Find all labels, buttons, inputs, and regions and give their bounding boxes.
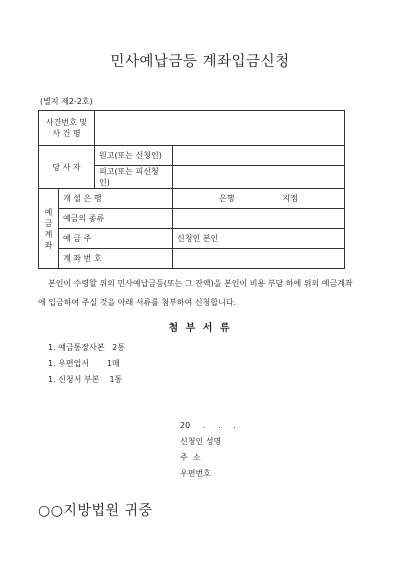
bank-value-cell[interactable] xyxy=(173,189,345,209)
attachments-list xyxy=(48,340,125,388)
attachment-item: 1. 예금통장사본 2통 xyxy=(48,343,125,352)
deposit-type-value-cell[interactable] xyxy=(173,209,345,229)
postal-code-line: 우편번호 xyxy=(180,469,211,478)
account-holder-label: 예 금 주 xyxy=(59,229,173,249)
bank-value: 은행 xyxy=(219,194,235,203)
form-number: (별지 제2-2호) xyxy=(40,97,93,106)
signature-block xyxy=(180,418,236,482)
party-label: 당 사 자 xyxy=(39,146,95,189)
applicant-name-line: 신청인 성명 xyxy=(180,437,222,446)
account-holder-value: 신청인 본인 xyxy=(173,229,345,249)
attachment-item: 1. 우편업서 1매 xyxy=(48,359,120,368)
deposit-type-label: 예금의 종류 xyxy=(59,209,173,229)
case-value-cell[interactable] xyxy=(95,111,345,146)
attachments-title: 첨 부 서 류 xyxy=(168,323,232,334)
bank-label: 개 설 은 행 xyxy=(59,189,173,209)
court-addressee: ○○지방법원 귀중 xyxy=(38,503,153,519)
attachment-item: 1. 신청서 부본 1통 xyxy=(48,375,123,384)
account-number-value-cell[interactable] xyxy=(173,249,345,269)
request-paragraph: 본인이 수령할 위의 민사예납금등(또는 그 잔액)을 본인이 비용 부담 하에 위의 예금계좌에 입금하여 주실 것을 아래 서류를 첨부하여 신청합니다. xyxy=(38,279,353,307)
address-line: 주 소 xyxy=(180,453,201,462)
application-table xyxy=(38,110,345,269)
plaintiff-value-cell[interactable] xyxy=(173,146,345,166)
defendant-value-cell[interactable] xyxy=(173,166,345,189)
branch-value: 지점 xyxy=(282,194,298,203)
defendant-label: 피고(또는 피신청인) xyxy=(95,166,173,189)
plaintiff-label: 원고(또는 신청인) xyxy=(95,146,173,166)
date-line: 20 . . . xyxy=(180,421,236,430)
deposit-account-label: 예 금 계 좌 xyxy=(39,189,59,269)
case-label: 사건번호 및 사 건 명 xyxy=(39,111,95,146)
account-number-label: 계 좌 번 호 xyxy=(59,249,173,269)
page-title: 민사예납금등 계좌입금신청 xyxy=(110,54,290,70)
